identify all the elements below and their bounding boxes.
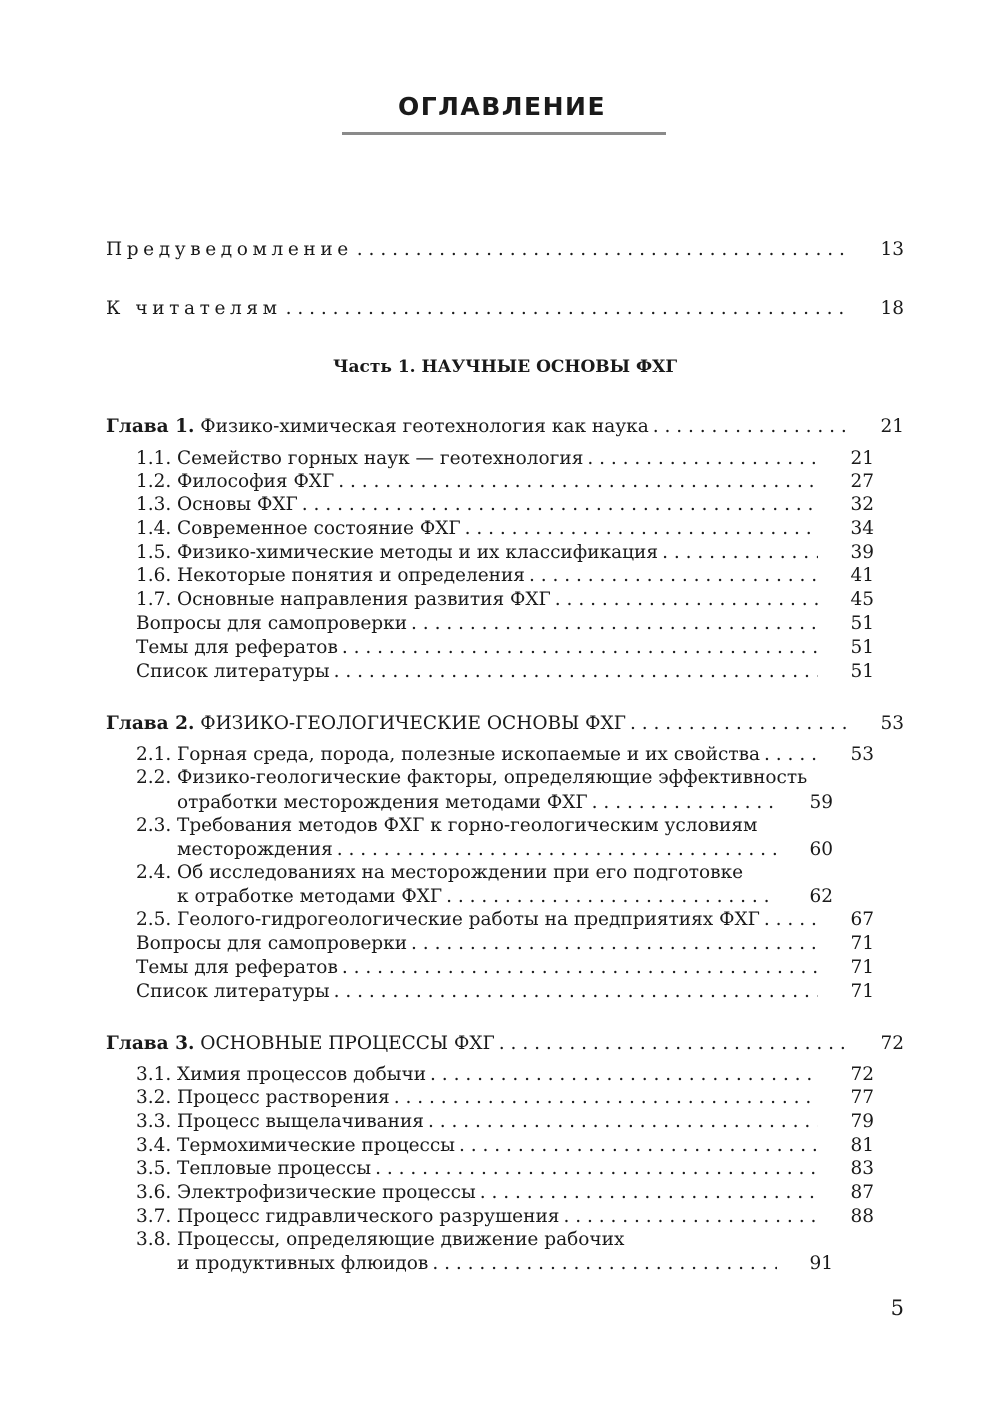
- entry-number: 1.1.: [136, 448, 172, 469]
- toc-entry-chapter-3[interactable]: [106, 1032, 904, 1056]
- toc-title: ОГЛАВЛЕНИЕ: [397, 92, 607, 121]
- entry-text: и продуктивных флюидов: [177, 1253, 429, 1274]
- entry-text: Физико-химические методы и их классификация: [177, 542, 659, 563]
- toc-entry-3-8-line1[interactable]: [136, 1228, 624, 1252]
- entry-text: отработки месторождения методами ФХГ: [177, 792, 588, 813]
- entry-page: 27: [850, 471, 874, 492]
- toc-entry-2-1[interactable]: [136, 743, 904, 767]
- toc-entry-2-4[interactable]: [177, 885, 904, 909]
- entry-number: 3.8.: [136, 1229, 172, 1250]
- entry-number: 1.5.: [136, 542, 172, 563]
- toc-entry-3-8[interactable]: [177, 1252, 904, 1276]
- toc-entry-references-2[interactable]: [136, 980, 904, 1004]
- leader-dots: [432, 1252, 777, 1276]
- toc-entry-3-6[interactable]: [136, 1181, 904, 1205]
- toc-entry-3-1[interactable]: [136, 1063, 904, 1087]
- entry-text: Темы для рефератов: [136, 957, 338, 978]
- entry-number: 1.2.: [136, 471, 172, 492]
- toc-entry-2-2-line1[interactable]: [136, 766, 807, 790]
- entry-page: 13: [880, 239, 904, 260]
- entry-number: 1.4.: [136, 518, 172, 539]
- leader-dots: [446, 885, 777, 909]
- entry-page: 32: [850, 494, 874, 515]
- entry-number: 2.1.: [136, 744, 172, 765]
- toc-entry-1-3[interactable]: [136, 493, 904, 517]
- entry-page: 34: [850, 518, 874, 539]
- entry-page: 21: [880, 416, 904, 437]
- toc-entry-chapter-1[interactable]: [106, 415, 904, 439]
- entry-page: 39: [850, 542, 874, 563]
- entry-text: Список литературы: [136, 661, 330, 682]
- entry-text: Семейство горных наук — геотехнология: [177, 448, 584, 469]
- leader-dots: [338, 470, 818, 494]
- leader-dots: [764, 743, 818, 767]
- chapter-label: Глава 3.: [106, 1033, 195, 1054]
- entry-text: Современное состояние ФХГ: [177, 518, 461, 539]
- entry-text: Список литературы: [136, 981, 330, 1002]
- page-number: 5: [890, 1296, 904, 1320]
- leader-dots: [334, 660, 818, 684]
- entry-text: Основные направления развития ФХГ: [177, 589, 551, 610]
- entry-text: Термохимические процессы: [177, 1135, 456, 1156]
- toc-entry-1-5[interactable]: [136, 541, 904, 565]
- leader-dots: [499, 1032, 848, 1056]
- entry-page: 21: [850, 448, 874, 469]
- leader-dots: [357, 238, 848, 262]
- entry-page: 62: [809, 886, 833, 907]
- entry-text: Процессы, определяющие движение рабочих: [177, 1229, 625, 1250]
- entry-page: 53: [850, 744, 874, 765]
- entry-page: 83: [850, 1158, 874, 1179]
- entry-text: Предуведомление: [106, 239, 353, 260]
- entry-page: 60: [809, 839, 833, 860]
- toc-entry-1-6[interactable]: [136, 564, 904, 588]
- chapter-label: Глава 1.: [106, 416, 195, 437]
- entry-text: Геолого-гидрогеологические работы на предприятиях ФХГ: [177, 909, 760, 930]
- leader-dots: [411, 932, 818, 956]
- leader-dots: [465, 517, 818, 541]
- toc-entry-essay-topics-2[interactable]: [136, 956, 904, 980]
- entry-number: 3.3.: [136, 1111, 172, 1132]
- entry-page: 51: [850, 661, 874, 682]
- entry-page: 67: [850, 909, 874, 930]
- toc-entry-3-2[interactable]: [136, 1086, 904, 1110]
- leader-dots: [592, 791, 777, 815]
- leader-dots: [630, 712, 848, 736]
- leader-dots: [587, 447, 818, 471]
- entry-page: 81: [850, 1135, 874, 1156]
- toc-entry-1-2[interactable]: [136, 470, 904, 494]
- chapter-title: ОСНОВНЫЕ ПРОЦЕССЫ ФХГ: [200, 1033, 495, 1054]
- toc-entry-chapter-2[interactable]: [106, 712, 904, 736]
- toc-entry-1-7[interactable]: [136, 588, 904, 612]
- entry-text: Вопросы для самопроверки: [136, 613, 408, 634]
- entry-page: 91: [809, 1253, 833, 1274]
- entry-number: 3.6.: [136, 1182, 172, 1203]
- leader-dots: [529, 564, 818, 588]
- leader-dots: [428, 1110, 818, 1134]
- leader-dots: [394, 1086, 818, 1110]
- leader-dots: [653, 415, 848, 439]
- toc-entry-to-readers[interactable]: [106, 297, 904, 321]
- toc-entry-essay-topics-1[interactable]: [136, 636, 904, 660]
- leader-dots: [555, 588, 818, 612]
- entry-page: 87: [850, 1182, 874, 1203]
- entry-text: Требования методов ФХГ к горно-геологическим условиям: [177, 815, 758, 836]
- leader-dots: [375, 1157, 818, 1181]
- leader-dots: [342, 956, 818, 980]
- entry-text: Основы ФХГ: [177, 494, 298, 515]
- entry-text: Вопросы для самопроверки: [136, 933, 408, 954]
- entry-text: Процесс гидравлического разрушения: [177, 1206, 560, 1227]
- toc-entry-2-2[interactable]: [177, 791, 904, 815]
- leader-dots: [302, 493, 818, 517]
- leader-dots: [334, 980, 818, 1004]
- entry-number: 3.7.: [136, 1206, 172, 1227]
- entry-page: 72: [880, 1033, 904, 1054]
- leader-dots: [337, 838, 777, 862]
- entry-page: 88: [850, 1206, 874, 1227]
- entry-page: 79: [850, 1111, 874, 1132]
- entry-page: 41: [850, 565, 874, 586]
- entry-page: 53: [880, 713, 904, 734]
- entry-page: 18: [880, 298, 904, 319]
- entry-text: Об исследованиях на месторождении при его подготовке: [177, 862, 744, 883]
- leader-dots: [286, 297, 848, 321]
- entry-text: Физико-геологические факторы, определяющие эффективность: [177, 767, 808, 788]
- entry-number: 2.2.: [136, 767, 172, 788]
- entry-page: 71: [850, 957, 874, 978]
- entry-number: 3.4.: [136, 1135, 172, 1156]
- entry-text: Некоторые понятия и определения: [177, 565, 525, 586]
- entry-page: 77: [850, 1087, 874, 1108]
- entry-text: К читателям: [106, 298, 282, 319]
- leader-dots: [459, 1134, 818, 1158]
- toc-entry-2-3[interactable]: [177, 838, 904, 862]
- entry-text: Процесс выщелачивания: [177, 1111, 424, 1132]
- leader-dots: [480, 1181, 818, 1205]
- leader-dots: [662, 541, 818, 565]
- entry-page: 72: [850, 1064, 874, 1085]
- leader-dots: [342, 636, 818, 660]
- entry-text: Философия ФХГ: [177, 471, 335, 492]
- title-underline: [342, 132, 666, 135]
- entry-page: 51: [850, 637, 874, 658]
- entry-number: 3.2.: [136, 1087, 172, 1108]
- toc-entry-3-3[interactable]: [136, 1110, 904, 1134]
- toc-entry-2-4-line1[interactable]: [136, 861, 743, 885]
- toc-entry-preface[interactable]: [106, 238, 904, 262]
- leader-dots: [563, 1205, 818, 1229]
- entry-text: Тепловые процессы: [177, 1158, 372, 1179]
- toc-entry-1-1[interactable]: [136, 447, 904, 471]
- entry-text: месторождения: [177, 839, 333, 860]
- toc-entry-questions-1[interactable]: [136, 612, 904, 636]
- entry-page: 59: [809, 792, 833, 813]
- part-heading: Часть 1. НАУЧНЫЕ ОСНОВЫ ФХГ: [332, 357, 678, 377]
- leader-dots: [430, 1063, 818, 1087]
- toc-entry-2-5[interactable]: [136, 908, 904, 932]
- entry-page: 45: [850, 589, 874, 610]
- toc-entry-questions-2[interactable]: [136, 932, 904, 956]
- toc-entry-3-5[interactable]: [136, 1157, 904, 1181]
- toc-entry-3-4[interactable]: [136, 1134, 904, 1158]
- chapter-title: Физико-химическая геотехнология как наука: [200, 416, 649, 437]
- entry-number: 1.3.: [136, 494, 172, 515]
- entry-number: 2.4.: [136, 862, 172, 883]
- entry-text: Химия процессов добычи: [177, 1064, 427, 1085]
- chapter-title: ФИЗИКО-ГЕОЛОГИЧЕСКИЕ ОСНОВЫ ФХГ: [200, 713, 626, 734]
- entry-page: 71: [850, 981, 874, 1002]
- entry-number: 2.5.: [136, 909, 172, 930]
- entry-number: 1.7.: [136, 589, 172, 610]
- entry-number: 3.1.: [136, 1064, 172, 1085]
- toc-entry-2-3-line1[interactable]: [136, 814, 757, 838]
- entry-number: 2.3.: [136, 815, 172, 836]
- entry-text: Темы для рефератов: [136, 637, 338, 658]
- entry-page: 71: [850, 933, 874, 954]
- entry-number: 3.5.: [136, 1158, 172, 1179]
- entry-text: Процесс растворения: [177, 1087, 390, 1108]
- leader-dots: [411, 612, 818, 636]
- chapter-label: Глава 2.: [106, 713, 195, 734]
- entry-text: к отработке методами ФХГ: [177, 886, 443, 907]
- entry-text: Горная среда, порода, полезные ископаемые и их свойства: [177, 744, 761, 765]
- toc-entry-3-7[interactable]: [136, 1205, 904, 1229]
- toc-entry-references-1[interactable]: [136, 660, 904, 684]
- entry-page: 51: [850, 613, 874, 634]
- entry-text: Электрофизические процессы: [177, 1182, 476, 1203]
- leader-dots: [764, 908, 818, 932]
- entry-number: 1.6.: [136, 565, 172, 586]
- toc-entry-1-4[interactable]: [136, 517, 904, 541]
